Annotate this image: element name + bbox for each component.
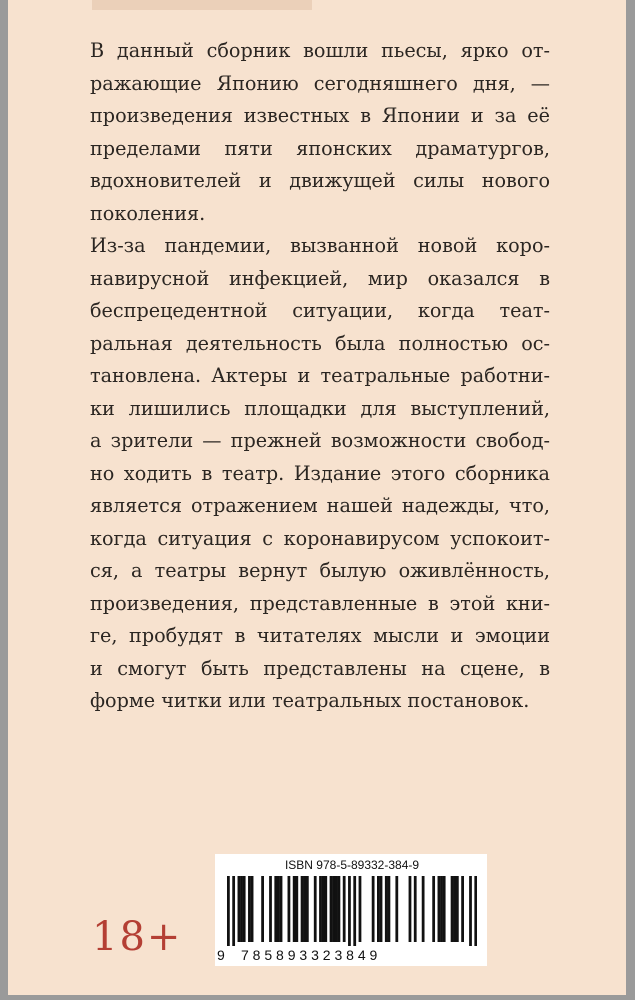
barcode-bar (314, 876, 317, 942)
blurb-line: беспрецедентной ситуации, когда теат- (90, 299, 550, 322)
blurb-line: является отражением нашей надежды, что, (90, 494, 550, 517)
barcode-bar (243, 876, 246, 942)
barcode-bar (438, 876, 441, 942)
barcode-bar (232, 876, 235, 946)
barcode-bar (461, 876, 464, 942)
blurb-line: вдохновителей и движущей силы нового (90, 169, 550, 192)
barcode-bar (348, 876, 351, 946)
barcode-bar (303, 876, 306, 942)
barcode-bar (274, 876, 277, 942)
blurb-line: произведения известных в Японии и за её (90, 104, 550, 127)
blurb-line: пределами пяти японских драматургов, (90, 136, 550, 160)
barcode-bar (432, 876, 435, 942)
barcode-bar (443, 876, 446, 942)
blurb-line: В данный сборник вошли пьесы, ярко от- (90, 39, 550, 62)
blurb-line: навирусной инфекцией, мир оказался в (90, 266, 550, 290)
barcode-bar (295, 876, 298, 942)
barcode-bar (322, 876, 325, 942)
age-rating-badge: 18+ (92, 914, 183, 960)
barcode-bar (306, 876, 309, 942)
barcode-bars (227, 876, 477, 946)
barcode-bar (269, 876, 272, 942)
blurb-line: ся, а театры вернут былую оживлённость, (90, 559, 550, 582)
blurb-text (90, 35, 550, 718)
barcode-bar (451, 876, 454, 942)
barcode-bar (456, 876, 459, 942)
barcode-bar (301, 876, 304, 942)
blurb-line: форме читки или театральных постановок. (90, 689, 530, 712)
barcode-bar (453, 876, 456, 942)
barcode-bar (248, 876, 251, 942)
barcode-bar (440, 876, 443, 942)
barcode-bar (324, 876, 327, 942)
barcode-bar (338, 876, 341, 942)
barcode-bar (388, 876, 391, 942)
barcode-bar (353, 876, 356, 946)
barcode-bar (277, 876, 280, 942)
barcode-bar (319, 876, 322, 942)
blurb-line: ки лишились площадки для выступлений, (90, 396, 550, 420)
barcode-bar (251, 876, 254, 942)
cover-top-edge-mark (92, 0, 312, 10)
blurb-line: ральная деятельность была полностью ос- (90, 331, 550, 355)
barcode-first-digit: 9 (217, 947, 225, 963)
barcode-digits: 785893323849 (241, 947, 382, 963)
barcode-bar (395, 876, 398, 942)
book-back-cover (8, 0, 626, 995)
barcode-bar (335, 876, 338, 942)
blurb-line: тановлена. Актеры и театральные работни- (90, 364, 550, 387)
barcode-bar (343, 876, 346, 942)
blurb-line: а зрители — прежней возможности свобод- (90, 429, 550, 452)
barcode-bar (288, 876, 291, 942)
blurb-line: и смогут быть представлены на сцене, в (90, 656, 550, 680)
barcode-bar (280, 876, 283, 942)
barcode-bar (240, 876, 243, 942)
barcode-bar (293, 876, 296, 942)
blurb-line: ражающие Японию сегодняшнего дня, — (90, 71, 550, 95)
barcode-bar (227, 876, 230, 946)
barcode-bar (377, 876, 380, 942)
barcode-bar (359, 876, 362, 942)
blurb-line: но ходить в театр. Издание этого сборника (90, 461, 550, 485)
barcode-bar (385, 876, 388, 942)
blurb-line: произведения, представленные в этой кни- (90, 591, 550, 615)
barcode-bar (330, 876, 333, 942)
barcode-bar (474, 876, 477, 946)
barcode-bar (261, 876, 264, 942)
barcode-bar (380, 876, 383, 942)
blurb-line: когда ситуация с коронавирусом успокоит- (90, 526, 550, 550)
blurb-paragraph-2 (90, 230, 550, 718)
barcode-bar (372, 876, 375, 942)
barcode-bar (422, 876, 425, 942)
isbn-barcode (215, 854, 487, 966)
blurb-line: поколения. (90, 201, 206, 225)
barcode-bar (469, 876, 472, 946)
blurb-line: ге, пробудят в читателях мысли и эмоции (90, 624, 550, 647)
barcode-bar (238, 876, 241, 942)
isbn-label: ISBN 978-5-89332-384-9 (284, 858, 420, 872)
blurb-line: Из-за пандемии, вызванной новой коро- (90, 234, 550, 257)
barcode-bar (409, 876, 412, 942)
barcode-bar (332, 876, 335, 942)
barcode-bar (414, 876, 417, 942)
blurb-paragraph-1 (90, 35, 550, 230)
